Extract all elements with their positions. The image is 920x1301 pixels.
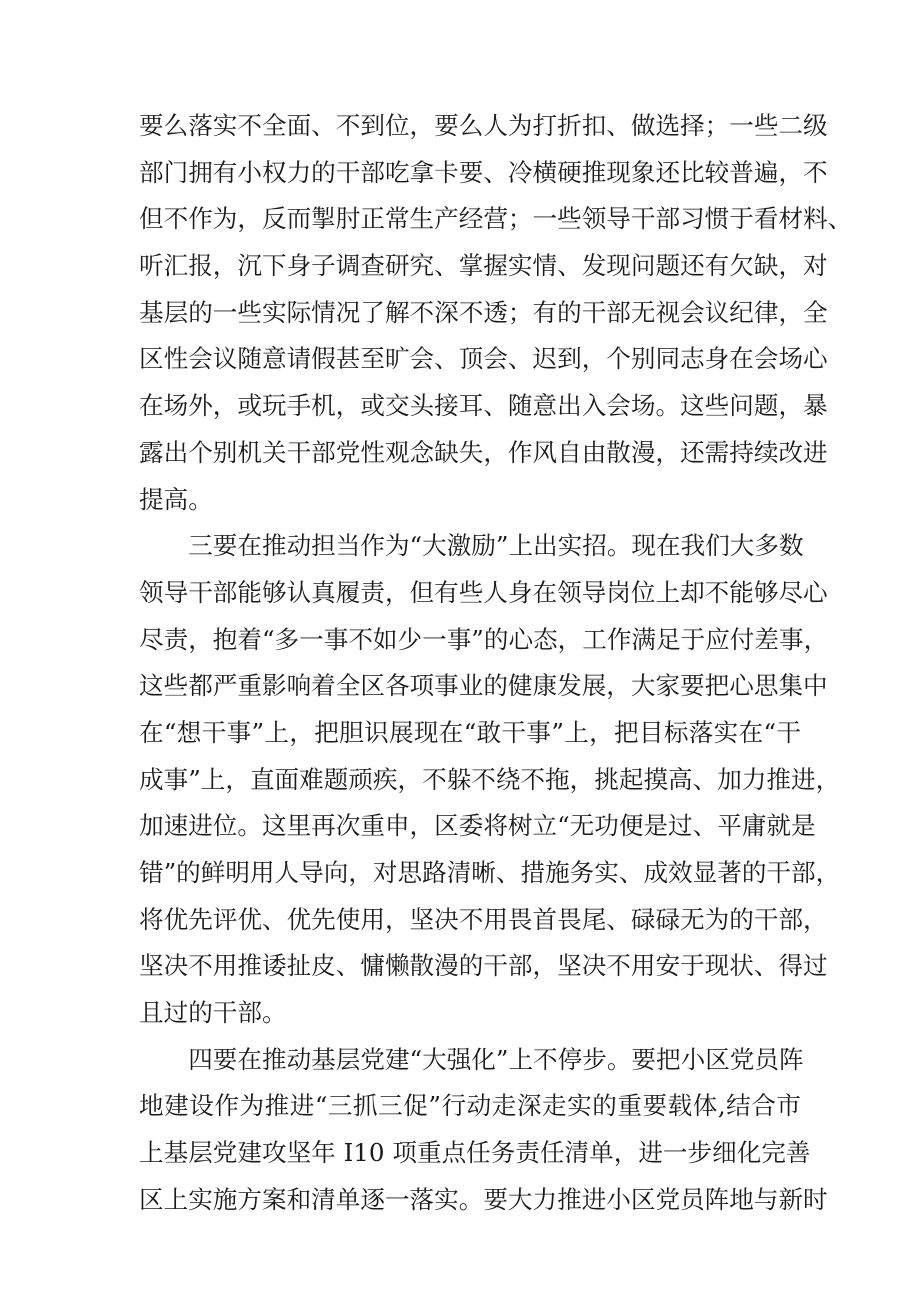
text-line: 但不作为，反而掣肘正常生产经营；一些领导干部习惯于看材料、 (139, 204, 853, 234)
text-line: 将优先评优、优先使用，坚决不用畏首畏尾、碌碌无为的干部， (139, 904, 828, 934)
text-line: 这些都严重影响着全区各项事业的健康发展，大家要把心思集中 (139, 671, 828, 701)
text-line: 四要在推动基层党建“大强化”上不停步。要把小区党员阵 (139, 1044, 804, 1074)
text-line: 在“想干事”上，把胆识展现在“敢干事”上，把目标落实在“干 (139, 717, 801, 747)
text-line: 领导干部能够认真履责，但有些人身在领导岗位上却不能够尽心 (139, 577, 828, 607)
text-line: 部门拥有小权力的干部吃拿卡要、冷横硬推现象还比较普遍，不 (139, 157, 828, 187)
text-line: 要么落实不全面、不到位，要么人为打折扣、做选择；一些二级 (139, 111, 828, 140)
text-line: 且过的干部。 (139, 998, 287, 1028)
text-line: 区上实施方案和清单逐一落实。要大力推进小区党员阵地与新时 (139, 1184, 828, 1214)
text-line: 成事”上，直面难题顽疾，不躲不绕不拖，挑起摸高、加力推进， (139, 764, 841, 794)
text-line: 露出个别机关干部党性观念缺失，作风自由散漫，还需持续改进 (139, 437, 828, 467)
text-line: 听汇报，沉下身子调查研究、掌握实情、发现问题还有欠缺，对 (139, 251, 828, 281)
paragraph-2 (139, 523, 841, 1037)
paragraph-3 (139, 1037, 828, 1224)
text-line: 三要在推动担当作为“大激励”上出实招。现在我们大多数 (139, 531, 804, 561)
text-line: 提高。 (139, 484, 213, 514)
text-line: 坚决不用推诿扯皮、慵懒散漫的干部，坚决不用安于现状、得过 (139, 951, 828, 981)
text-line: 上基层党建攻坚年 I10 项重点任务责任清单，进一步细化完善 (139, 1138, 811, 1168)
text-line: 加速进位。这里再次重申，区委将树立“无功便是过、平庸就是 (139, 811, 816, 841)
body-text (139, 103, 853, 1224)
text-line: 错”的鲜明用人导向，对思路清晰、措施务实、成效显著的干部， (139, 858, 841, 887)
text-line: 地建设作为推进“三抓三促”行动走深走实的重要载体,结合市 (139, 1091, 801, 1121)
paragraph-1 (139, 103, 853, 523)
text-line: 在场外，或玩手机，或交头接耳、随意出入会场。这些问题，暴 (139, 391, 828, 421)
text-line: 尽责，抱着“多一事不如少一事”的心态，工作满足于应付差事， (139, 624, 829, 654)
text-line: 区性会议随意请假甚至旷会、顶会、迟到，个别同志身在会场心 (139, 344, 828, 374)
text-line: 基层的一些实际情况了解不深不透；有的干部无视会议纪律，全 (139, 297, 828, 327)
